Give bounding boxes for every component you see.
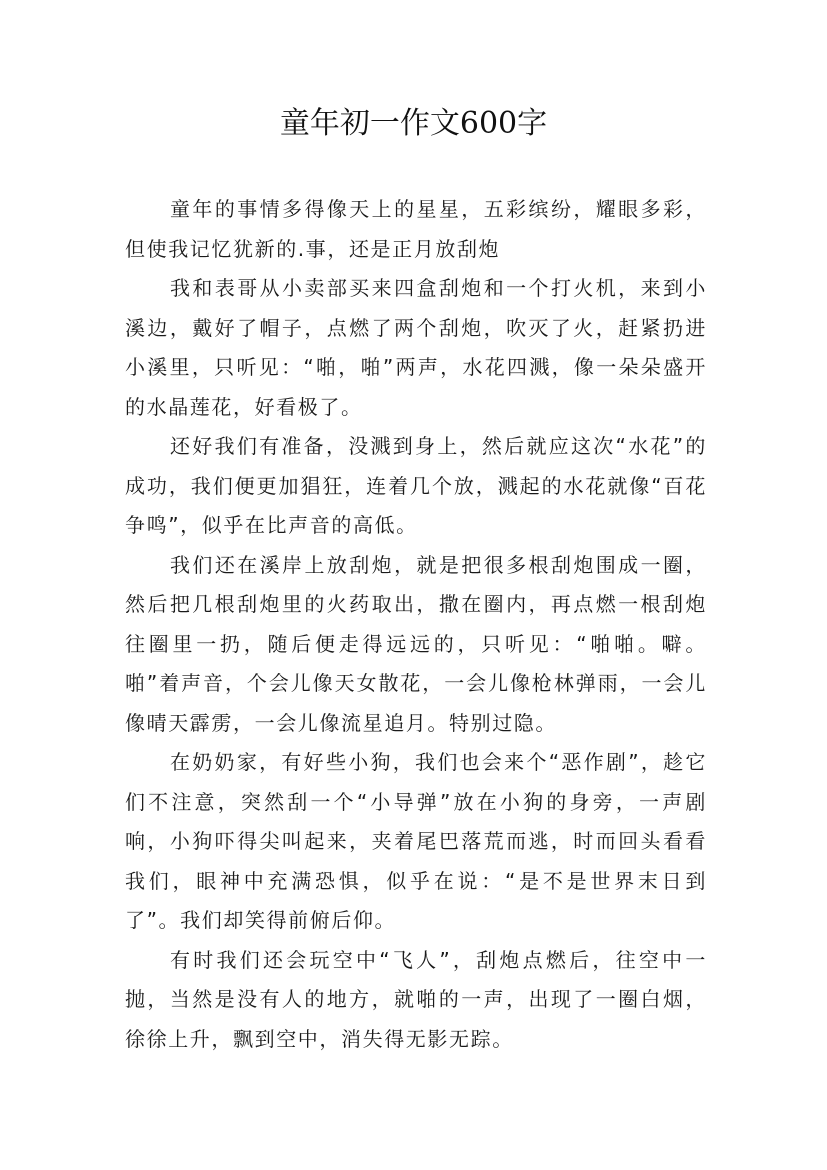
document-body [125,190,707,1059]
document-title: 童年初一作文600字 [279,106,548,141]
paragraph-4: 我们还在溪岸上放刮炮，就是把很多根刮炮围成一圈，然后把几根刮炮里的火药取出，撒在圈内，再点燃一根刮炮往圈里一扔，随后便走得远远的，只听见：“啪啪。噼。啪”着声音，个会儿像天女散花，一会儿像枪林弹雨，一会儿像晴天霹雳，一会儿像流星追月。特别过隐。 [125,552,707,735]
paragraph-6: 有时我们还会玩空中“飞人”，刮炮点燃后，往空中一抛，当然是没有人的地方，就啪的一声，出现了一圈白烟，徐徐上升，飘到空中，消失得无影无踪。 [125,947,707,1051]
paragraph-5: 在奶奶家，有好些小狗，我们也会来个“恶作剧”，趁它们不注意，突然刮一个“小导弹”放在小狗的身旁，一声剧响，小狗吓得尖叫起来，夹着尾巴落荒而逃，时而回头看看我们，眼神中充满恐惧，似乎在说：“是不是世界末日到了”。我们却笑得前俯后仰。 [125,750,707,932]
paragraph-3: 还好我们有准备，没溅到身上，然后就应这次“水花”的成功，我们便更加猖狂，连着几个放，溅起的水花就像“百花争鸣”，似乎在比声音的高低。 [125,434,707,537]
paragraph-2: 我和表哥从小卖部买来四盒刮炮和一个打火机，来到小溪边，戴好了帽子，点燃了两个刮炮，吹灭了火，赶紧扔进小溪里，只听见：“啪，啪”两声，水花四溅，像一朵朵盛开的水晶莲花，好看极了。 [125,276,707,419]
paragraph-1: 童年的事情多得像天上的星星，五彩缤纷，耀眼多彩，但使我记忆犹新的.事，还是正月放刮炮 [125,197,707,261]
